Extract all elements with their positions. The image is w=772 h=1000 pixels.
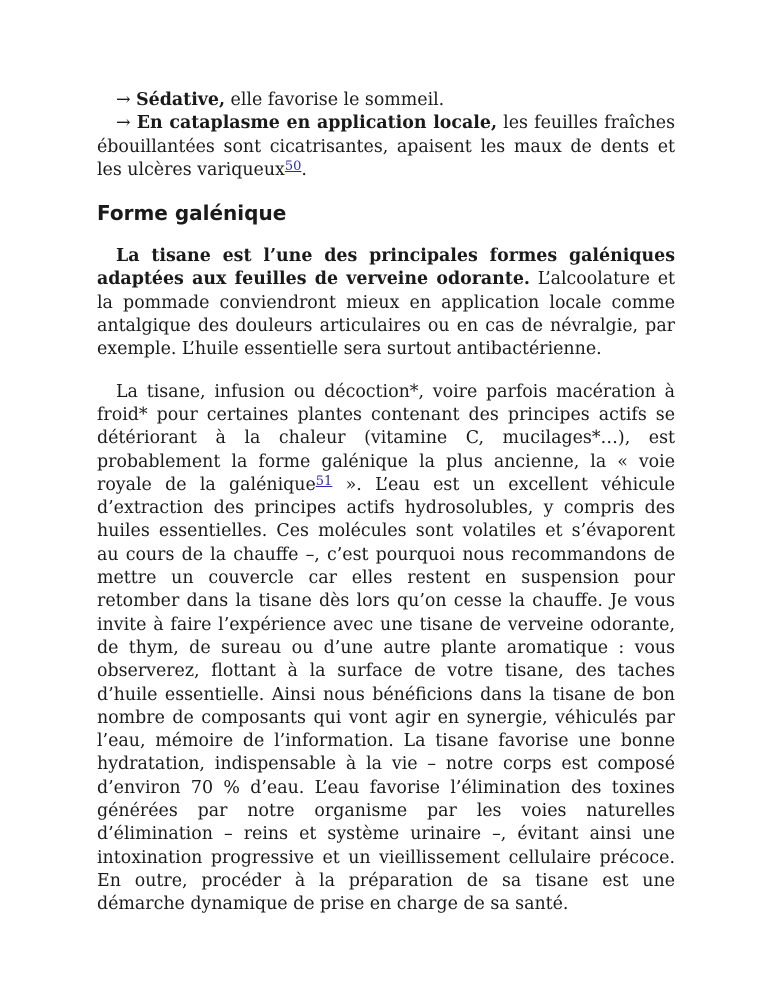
footnote-link-50[interactable]: 50 [284, 158, 302, 174]
document-page [97, 89, 675, 917]
arrow-icon: → [116, 113, 131, 134]
paragraph-intro [97, 245, 675, 361]
list-item-bold: Sédative, [136, 90, 226, 110]
list-item-text: elle favorise le sommeil. [225, 90, 445, 110]
section-heading: Forme galénique [97, 201, 287, 226]
list-item-after: . [301, 159, 307, 180]
paragraph-spacer [97, 362, 675, 381]
paragraph-intro-text: L’alcoolature et la pommade conviendront mieux en application locale comme antalgique des douleurs articulaires ou en cas de névralgie, par exemple. L’huile essentielle sera surtout antibactérienne. [97, 269, 675, 360]
list-item-bold: En cataplasme en application locale, [136, 113, 497, 134]
footnote-link-51[interactable]: 51 [315, 473, 333, 489]
paragraph-tisane-text-before: La tisane, infusion ou décoction*, voire parfois macération à froid* pour certaines plantes contenant des principes actifs se détériorant à la chaleur (vitamine C, mucilages*…), est probablement la forme galénique la plus ancienne, la « voie royale de la galénique [97, 381, 675, 495]
list-item-text: les feuilles fraîches ébouillantées sont cicatrisantes, apaisent les maux de dents et les ulcères variqueux [97, 113, 675, 180]
list-item-cataplasme [97, 112, 675, 182]
paragraph-tisane-text-after: ». L’eau est un excellent véhicule d’extraction des principes actifs hydrosolubles, y compris des huiles essentielles. Ces molécules sont volatiles et s’évaporent au cours de la chauffe –, c’est pourquoi nous recommandons de mettre un couvercle car elles restent en suspension pour retomber dans la tisane dès lors qu’on cesse la chauffe. Je vous invite à faire l’expérience avec une tisane de verveine odorante, de thym, de sureau ou d’une autre plante aromatique : vous observerez, flottant à la surface de votre tisane, des taches d’huile essentielle. Ainsi nous bénéficions dans la tisane de bon nombre de composants qui vont agir en synergie, véhiculés par l’eau, mémoire de l’information. La tisane favorise une bonne hydratation, indispensable à la vie – notre corps est composé d’environ 70 % d’eau. L’eau favorise l’élimination des toxines générées par notre organisme par les voies naturelles d’élimination – reins et système urinaire –, évitant ainsi une intoxination progressive et un vieillissement cellulaire précoce. En outre, procéder à la préparation de sa tisane est une démarche dynamique de prise en charge de sa santé. [97, 474, 675, 915]
list-item-sedative [97, 89, 675, 112]
arrow-icon: → [116, 90, 131, 110]
paragraph-tisane [97, 381, 675, 917]
paragraph-intro-bold: La tisane est l’une des principales formes galéniques adaptées aux feuilles de verveine odorante. [97, 246, 675, 290]
